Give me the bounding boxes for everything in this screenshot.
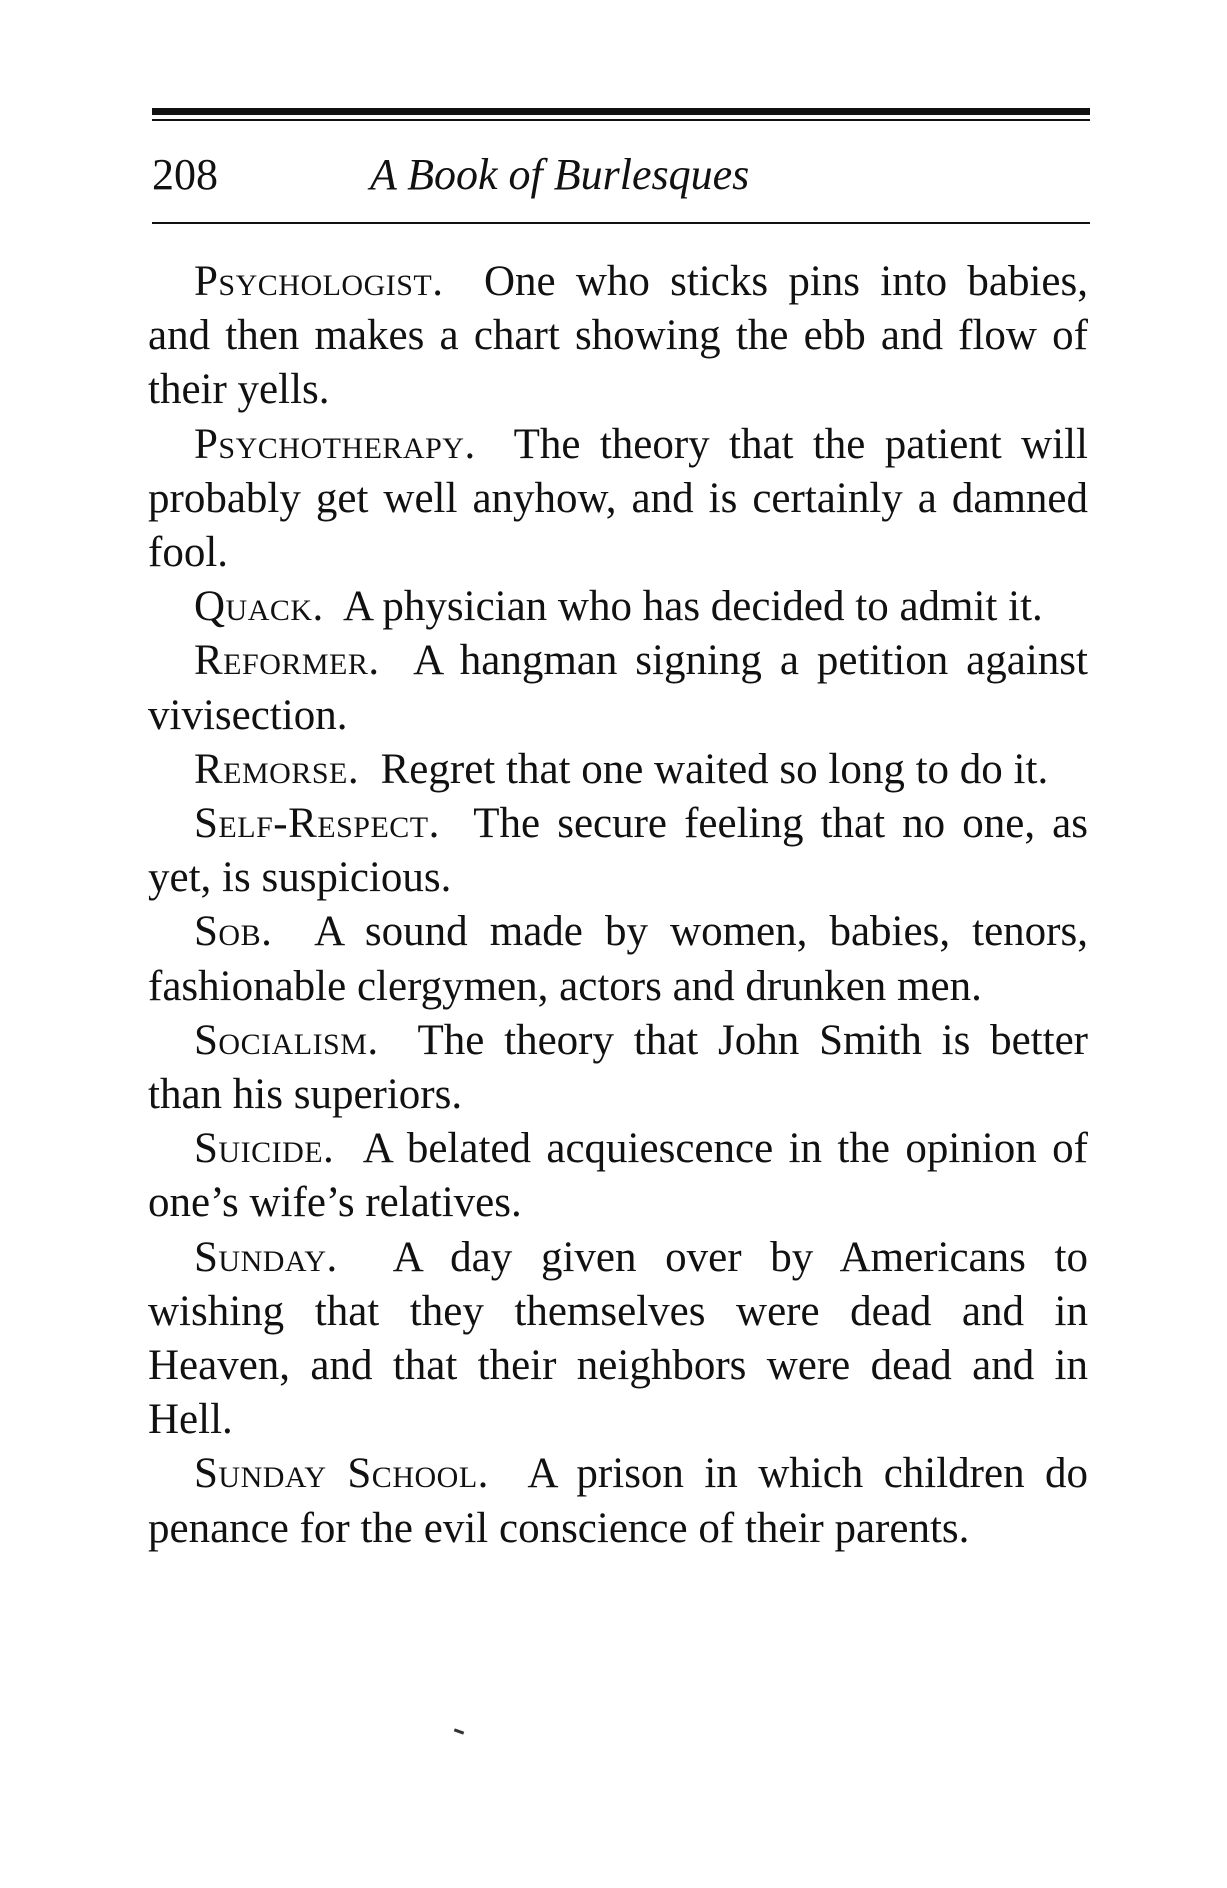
glossary-text [148,255,1088,1556]
glossary-entry [148,580,1088,634]
entry-term: Socialism. [194,1016,379,1064]
book-title: A Book of Burlesques [370,150,750,199]
entry-term: Suicide. [194,1125,335,1173]
entry-term: Reformer. [194,637,380,685]
entry-term: Sunday School. [194,1450,489,1498]
top-thick-rule [152,108,1090,115]
ink-speck [454,1728,464,1734]
glossary-entry [148,1231,1088,1448]
entry-definition: A physician who has decided to admit it. [342,583,1043,631]
entry-definition: One who sticks pins into babies, and then makes a chart showing the ebb and flow of their yells. [148,258,1088,414]
entry-term: Remorse. [194,745,360,793]
entry-definition: A day given over by Americans to wishing that they themselves were dead and in Heaven, and that their neighbors were dead and in Hell. [148,1233,1088,1444]
glossary-entry [148,743,1088,797]
entry-term: Psychologist. [194,258,444,305]
entry-definition: Regret that one waited so long to do it. [380,745,1049,793]
running-head [152,140,1090,210]
entry-definition: The secure feeling that no one, as yet, is suspicious. [148,800,1088,902]
page-number: 208 [152,150,218,199]
entry-definition: A belated acquiescence in the opinion of one’s wife’s relatives. [148,1125,1088,1227]
glossary-entry [148,797,1088,905]
entry-term: Psychotherapy. [194,420,476,468]
top-thin-rule [152,119,1090,121]
glossary-entry [148,634,1088,742]
entry-definition: A hangman signing a petition against vivisection. [148,637,1088,739]
entry-term: Sob. [194,908,273,956]
entry-term: Quack. [194,583,324,631]
entry-definition: A sound made by women, babies, tenors, fashionable clergymen, actors and drunken men. [148,908,1088,1010]
glossary-entry [148,905,1088,1013]
entry-definition: The theory that the patient will probably get well anyhow, and is certainly a damned fool. [148,420,1088,577]
entry-definition: The theory that John Smith is better than his superiors. [148,1016,1088,1119]
glossary-entry [148,1122,1088,1230]
glossary-entry [148,1014,1088,1122]
entry-definition: A prison in which children do penance for the evil conscience of their parents. [148,1450,1088,1552]
glossary-entry [148,255,1088,418]
header-rule [152,222,1090,224]
entry-term: Sunday. [194,1233,338,1281]
entry-term: Self-Respect. [194,800,440,848]
glossary-entry [148,1447,1088,1555]
glossary-entry [148,418,1088,581]
